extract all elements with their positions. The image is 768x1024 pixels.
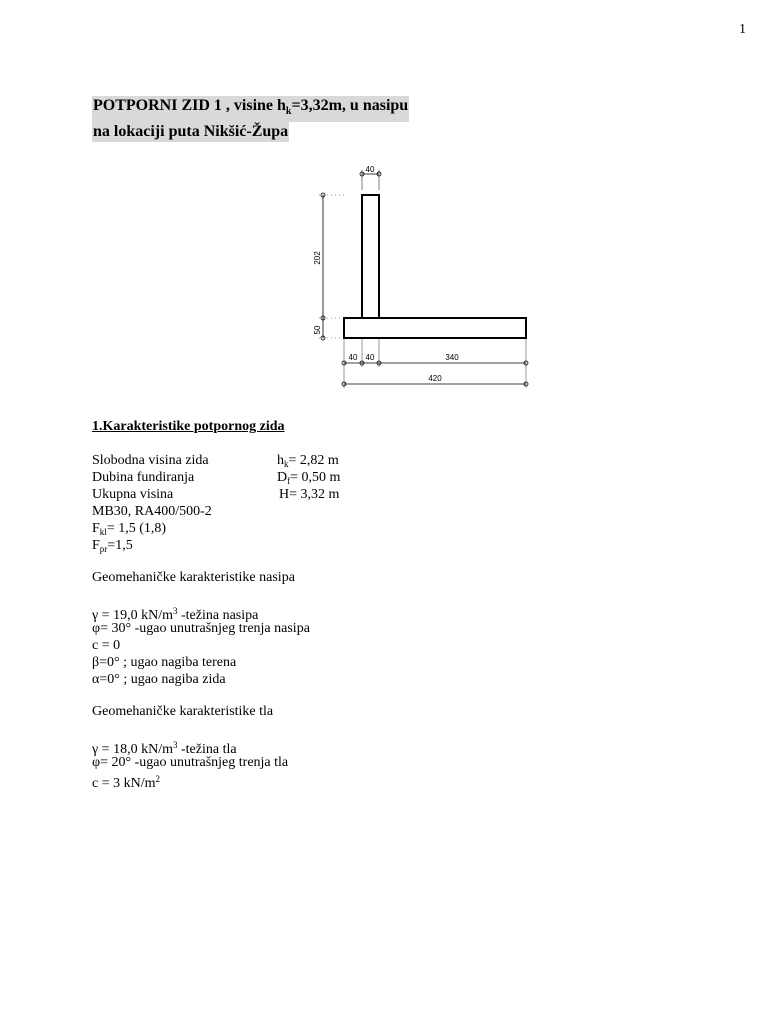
wall-foundation (344, 318, 526, 338)
soil-properties (92, 703, 289, 791)
terrain-slope: β=0° ; ugao nagiba terena (92, 655, 237, 670)
dim-height-label: 202 (313, 251, 322, 265)
dim-b3-label: 340 (445, 353, 459, 362)
soil-heading: Geomehaničke karakteristike tla (92, 704, 274, 719)
material-row: MB30, RA400/500-2 (92, 504, 212, 519)
dim-total-label: 420 (428, 374, 442, 383)
embankment-properties (92, 569, 310, 688)
total-height-row: Ukupna visina H= 3,32 m (92, 487, 340, 502)
page-title (92, 96, 409, 142)
soil-phi: φ= 20° -ugao unutrašnjeg trenja tla (92, 755, 289, 770)
fpr-row: $F_{pr}=1,5$ (92, 538, 133, 554)
fkl-row: $F_{kl}= 1,5$ (1,8) (92, 521, 167, 537)
title-line-2: na lokaciji puta Nikšić-Župa (93, 123, 289, 141)
soil-gamma: γ = 18,0 $kN/m^3$ -težina tla (92, 740, 237, 757)
dim-base-label: 50 (313, 325, 322, 335)
embankment-heading: Geomehaničke karakteristike nasipa (92, 570, 295, 585)
foundation-depth-row: Dubina fundiranja $D_f= 0,50$ m (92, 470, 341, 486)
wall-slope: α=0° ; ugao nagiba zida (92, 672, 226, 687)
dim-b1-label: 40 (348, 353, 358, 362)
wall-stem (362, 195, 379, 318)
section-heading: 1.Karakteristike potpornog zida (92, 419, 285, 434)
embankment-cohesion: c = 0 (92, 638, 121, 653)
embankment-gamma: γ = 19,0 $kN/m^3$ -težina nasipa (92, 606, 259, 623)
free-height-row: Slobodna visina zida $h_k= 2,82$ m (92, 453, 339, 469)
retaining-wall-diagram (300, 160, 540, 395)
dim-top-label: 40 (365, 165, 375, 174)
dim-b2-label: 40 (365, 353, 375, 362)
page-number: 1 (739, 22, 746, 37)
wall-characteristics (92, 418, 341, 554)
soil-cohesion: c = 3 $kN/m^2$ (92, 774, 160, 791)
title-line-1: POTPORNI ZID 1 , visine $h_k=3,32m$, u nasipu (92, 96, 409, 122)
embankment-phi: φ= 30° -ugao unutrašnjeg trenja nasipa (92, 621, 310, 636)
